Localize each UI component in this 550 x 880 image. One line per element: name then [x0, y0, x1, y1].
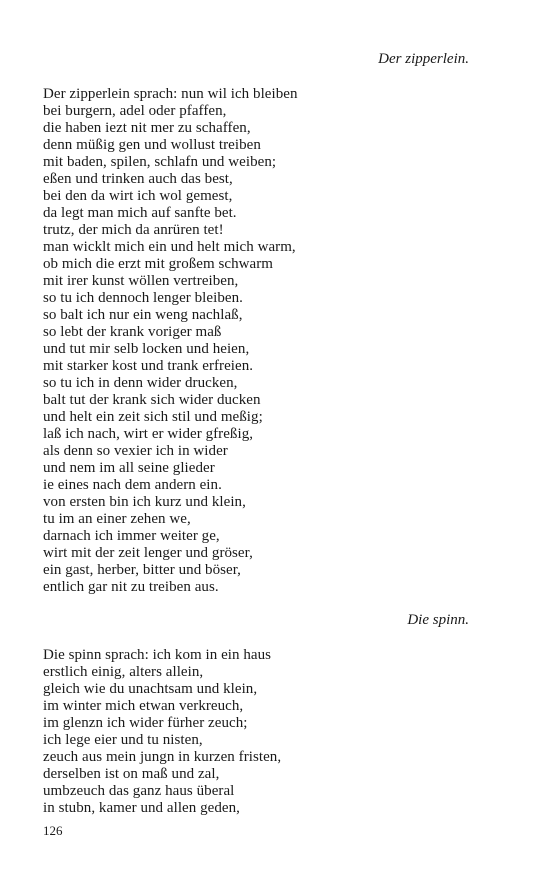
- verse-line: eßen und trinken auch das best,: [43, 171, 233, 187]
- verse-line: wirt mit der zeit lenger und gröser,: [43, 545, 253, 561]
- verse-line: zeuch aus mein jungn in kurzen fristen,: [43, 749, 282, 765]
- verse-line: die haben iezt nit mer zu schaffen,: [43, 120, 251, 136]
- poem-title: Der zipperlein.: [378, 51, 469, 67]
- verse-line: man wicklt mich ein und helt mich warm,: [43, 239, 296, 255]
- verse-line: als denn so vexier ich in wider: [43, 443, 228, 459]
- verse-line: denn müßig gen und wollust treiben: [43, 137, 261, 153]
- verse-line: da legt man mich auf sanfte bet.: [43, 205, 237, 221]
- verse-line: im winter mich etwan verkreuch,: [43, 698, 244, 714]
- verse-line: ich lege eier und tu nisten,: [43, 732, 203, 748]
- verse-line: so tu ich in denn wider drucken,: [43, 375, 238, 391]
- verse-line: erstlich einig, alters allein,: [43, 664, 204, 680]
- page-body: [43, 50, 483, 817]
- poem-title: Die spinn.: [407, 612, 469, 628]
- poem-text: [43, 86, 483, 596]
- verse-line: mit irer kunst wöllen vertreiben,: [43, 273, 239, 289]
- verse-line: ob mich die erzt mit großem schwarm: [43, 256, 274, 272]
- page-number: 126: [43, 823, 63, 838]
- verse-line: von ersten bin ich kurz und klein,: [43, 494, 246, 510]
- verse-line: ein gast, herber, bitter und böser,: [43, 562, 241, 578]
- verse-line: gleich wie du unachtsam und klein,: [43, 681, 258, 697]
- verse-line: mit baden, spilen, schlafn und weiben;: [43, 154, 277, 170]
- verse-line: Die spinn sprach: ich kom in ein haus: [43, 647, 272, 663]
- verse-line: darnach ich immer weiter ge,: [43, 528, 220, 544]
- verse-line: bei den da wirt ich wol gemest,: [43, 188, 233, 204]
- verse-line: tu im an einer zehen we,: [43, 511, 191, 527]
- verse-line: und nem im all seine glieder: [43, 460, 215, 476]
- verse-line: entlich gar nit zu treiben aus.: [43, 579, 219, 595]
- verse-line: und tut mir selb locken und heien,: [43, 341, 250, 357]
- verse-line: Der zipperlein sprach: nun wil ich bleiben: [43, 86, 298, 102]
- verse-line: in stubn, kamer und allen geden,: [43, 800, 240, 816]
- poem-text: [43, 647, 483, 817]
- verse-line: so lebt der krank voriger maß: [43, 324, 222, 340]
- verse-line: umbzeuch das ganz haus überal: [43, 783, 235, 799]
- verse-line: und helt ein zeit sich stil und meßig;: [43, 409, 263, 425]
- verse-line: ie eines nach dem andern ein.: [43, 477, 222, 493]
- verse-line: mit starker kost und trank erfreien.: [43, 358, 254, 374]
- verse-line: laß ich nach, wirt er wider gfreßig,: [43, 426, 254, 442]
- verse-line: bei burgern, adel oder pfaffen,: [43, 103, 227, 119]
- verse-line: so balt ich nur ein weng nachlaß,: [43, 307, 243, 323]
- verse-line: balt tut der krank sich wider ducken: [43, 392, 261, 408]
- verse-line: im glenzn ich wider fürher zeuch;: [43, 715, 248, 731]
- verse-line: derselben ist on maß und zal,: [43, 766, 220, 782]
- verse-line: so tu ich dennoch lenger bleiben.: [43, 290, 243, 306]
- verse-line: trutz, der mich da anrüren tet!: [43, 222, 224, 238]
